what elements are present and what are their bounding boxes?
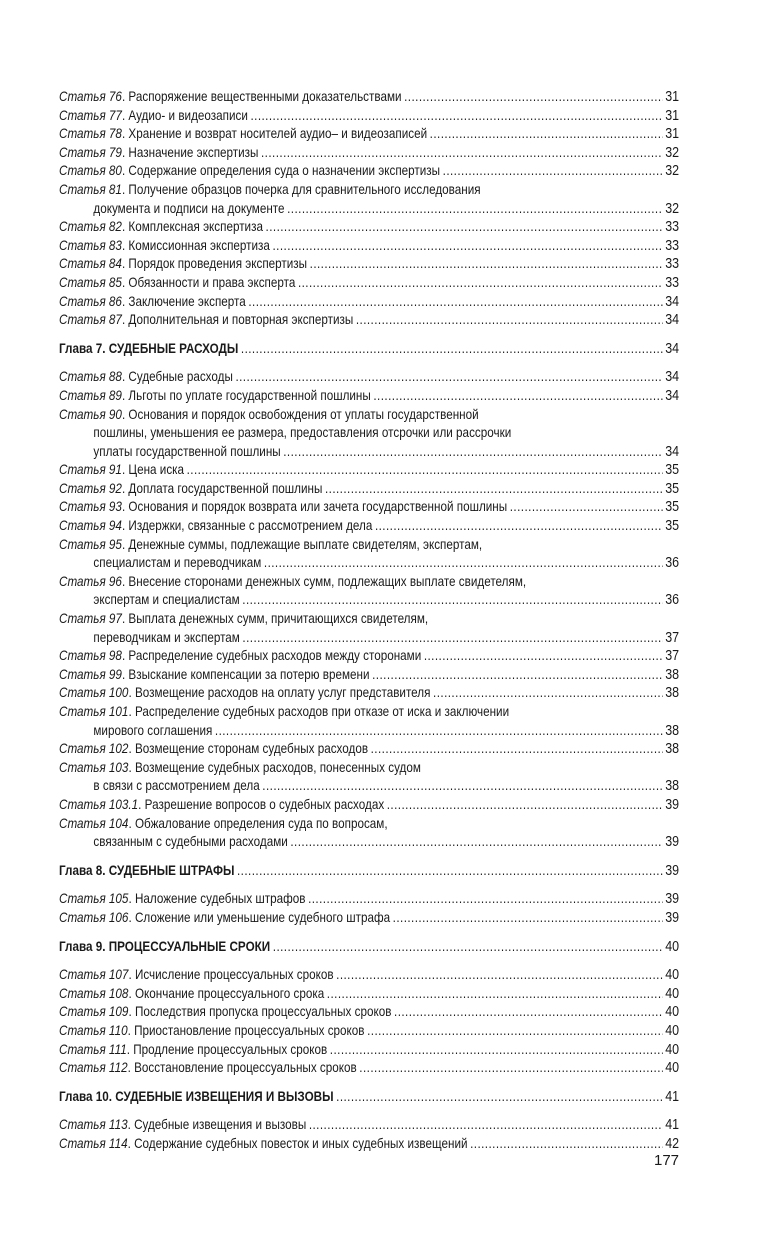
page-ref: 33	[665, 237, 680, 254]
article-label: Статья 109	[59, 1004, 129, 1020]
entry-text: Статья 98. Распределение судебных расходов между сторонами	[59, 648, 422, 664]
toc-entry-line	[59, 274, 679, 293]
page-ref: 35	[665, 499, 680, 516]
toc-entry-line	[59, 125, 679, 144]
toc-entry[interactable]	[59, 536, 679, 573]
table-of-contents	[59, 88, 679, 1153]
entry-text: Статья 83. Комиссионная экспертиза	[59, 237, 270, 253]
toc-entry-line	[59, 443, 679, 462]
dot-leader	[470, 1135, 663, 1154]
entry-first-line: Статья 95. Денежные суммы, подлежащие выплате свидетелям, экспертам,	[59, 536, 483, 552]
article-label: Статья 81	[59, 181, 122, 197]
dot-leader	[393, 909, 663, 928]
entry-text: мирового соглашения	[93, 722, 213, 738]
dot-leader	[237, 862, 663, 881]
article-label: Статья 82	[59, 219, 122, 235]
toc-entry-line	[59, 255, 679, 274]
chapter-spacer	[59, 928, 679, 938]
article-label: Статья 89	[59, 387, 122, 403]
toc-entry-line	[59, 909, 679, 928]
entry-text: Статья 76. Распоряжение вещественными доказательствами	[59, 89, 402, 104]
toc-entry-line	[59, 554, 679, 573]
dot-leader	[359, 1059, 662, 1078]
toc-entry-line	[59, 88, 679, 107]
toc-entry[interactable]	[59, 88, 679, 107]
page-ref: 33	[665, 219, 680, 236]
page-ref: 36	[665, 592, 680, 609]
toc-entry[interactable]	[59, 573, 679, 610]
entry-text: Статья 113. Судебные извещения и вызовы	[59, 1117, 307, 1133]
page-ref: 36	[665, 555, 680, 572]
entry-text	[59, 340, 238, 359]
entry-text: Статья 77. Аудио- и видеозаписи	[59, 107, 248, 123]
toc-entry-line	[59, 311, 679, 330]
entry-text: Статья 88. Судебные расходы	[59, 369, 233, 385]
toc-entry-line	[59, 162, 679, 181]
entry-first-line: Статья 96. Внесение сторонами денежных сумм, подлежащих выплате свидетелям,	[59, 573, 527, 589]
page-ref: 35	[665, 480, 680, 497]
toc-entry[interactable]	[59, 293, 679, 312]
article-label: Статья 106	[59, 909, 129, 925]
page-ref: 34	[665, 369, 680, 386]
toc-entry-line	[59, 666, 679, 685]
entry-text: в связи с рассмотрением дела	[93, 778, 260, 794]
dot-leader	[308, 890, 663, 909]
entry-text: Статья 110. Приостановление процессуальных сроков	[59, 1022, 365, 1038]
article-label: Статья 84	[59, 256, 122, 272]
entry-continuation: пошлины, уменьшения ее размера, предоставления отсрочки или рассрочки	[93, 425, 512, 441]
page-ref: 34	[665, 387, 680, 404]
page-ref: 42	[665, 1135, 680, 1152]
toc-entry[interactable]	[59, 666, 679, 685]
entry-text: Статья 82. Комплексная экспертиза	[59, 219, 263, 235]
toc-entry-line	[59, 368, 679, 387]
toc-entry[interactable]	[59, 107, 679, 126]
toc-entry[interactable]	[59, 1116, 679, 1135]
toc-entry-line	[59, 890, 679, 909]
dot-leader	[327, 985, 663, 1004]
entry-first-line: Статья 101. Распределение судебных расходов при отказе от иска и заключении	[59, 704, 510, 719]
toc-entry[interactable]	[59, 237, 679, 256]
page-ref: 40	[665, 967, 680, 984]
toc-entry-line	[59, 777, 679, 796]
page-ref: 37	[665, 648, 680, 665]
article-label: Статья 77	[59, 107, 122, 123]
entry-first-line: Статья 104. Обжалование определения суда по вопросам,	[59, 815, 388, 831]
toc-entry-line	[59, 1135, 679, 1154]
toc-entry[interactable]	[59, 759, 679, 796]
toc-entry-line	[59, 862, 679, 881]
page-ref: 39	[665, 862, 680, 879]
entry-text: Статья 86. Заключение эксперта	[59, 293, 246, 309]
chapter-spacer	[59, 852, 679, 862]
page-ref: 40	[665, 1004, 680, 1021]
entry-text: Статья 100. Возмещение расходов на оплату услуг представителя	[59, 685, 431, 701]
toc-entry[interactable]	[59, 684, 679, 703]
dot-leader	[373, 387, 662, 406]
dot-leader	[262, 777, 662, 796]
article-label: Статья 94	[59, 518, 122, 534]
dot-leader	[310, 255, 663, 274]
entry-text: Статья 93. Основания и порядок возврата или зачета государственной пошлины	[59, 499, 508, 515]
dot-leader	[264, 554, 663, 573]
chapter-spacer	[59, 358, 679, 368]
toc-entry[interactable]	[59, 1135, 679, 1154]
article-label: Статья 88	[59, 369, 122, 385]
toc-entry-line	[59, 1059, 679, 1078]
entry-text: Статья 85. Обязанности и права эксперта	[59, 274, 296, 290]
article-label: Статья 101	[59, 704, 129, 719]
toc-entry-line	[59, 833, 679, 852]
page-ref: 31	[665, 89, 680, 105]
dot-leader	[387, 796, 663, 815]
entry-text: Статья 108. Окончание процессуального срока	[59, 985, 325, 1001]
entry-text: Статья 80. Содержание определения суда о назначении экспертизы	[59, 163, 441, 179]
toc-entry-line	[59, 218, 679, 237]
page-ref: 35	[665, 518, 680, 535]
entry-first-line: Статья 81. Получение образцов почерка для сравнительного исследования	[59, 181, 481, 197]
toc-entry[interactable]	[59, 162, 679, 181]
entry-text: Статья 91. Цена иска	[59, 462, 185, 478]
toc-entry[interactable]	[59, 368, 679, 387]
page-ref: 39	[665, 909, 680, 926]
article-label: Статья 95	[59, 536, 122, 552]
toc-entry-line	[59, 498, 679, 517]
toc-entry-line	[59, 107, 679, 126]
article-label: Статья 108	[59, 985, 129, 1001]
entry-text: документа и подписи на документе	[93, 200, 285, 216]
dot-leader	[375, 517, 663, 536]
chapter-heading[interactable]	[59, 1088, 679, 1107]
dot-leader	[287, 200, 663, 219]
toc-entry[interactable]	[59, 703, 679, 740]
toc-entry-line	[59, 340, 679, 359]
chapter-title: Глава 8. СУДЕБНЫЕ ШТРАФЫ	[59, 862, 235, 878]
toc-entry-line	[59, 144, 679, 163]
toc-entry-line	[59, 1088, 679, 1107]
dot-leader	[356, 311, 663, 330]
dot-leader	[372, 666, 663, 685]
page-ref: 32	[665, 163, 680, 180]
article-label: Статья 102	[59, 741, 129, 757]
page-ref: 37	[665, 629, 680, 646]
entry-text: Статья 92. Доплата государственной пошлины	[59, 480, 323, 496]
entry-text: Статья 102. Возмещение сторонам судебных расходов	[59, 741, 369, 757]
toc-entry[interactable]	[59, 740, 679, 759]
page-ref: 33	[665, 256, 680, 273]
chapter-title: Глава 7. СУДЕБНЫЕ РАСХОДЫ	[59, 340, 239, 356]
chapter-spacer	[59, 330, 679, 340]
toc-entry-line	[59, 480, 679, 499]
entry-text: экспертам и специалистам	[93, 592, 240, 608]
toc-entry-line	[59, 684, 679, 703]
entry-text: Статья 103.1. Разрешение вопросов о судебных расходах	[59, 796, 385, 812]
toc-entry[interactable]	[59, 610, 679, 647]
dot-leader	[394, 1003, 663, 1022]
page-ref: 32	[665, 200, 680, 217]
entry-text: Статья 111. Продление процессуальных сроков	[59, 1041, 328, 1057]
page-ref: 34	[665, 293, 680, 310]
article-label: Статья 91	[59, 462, 122, 478]
page-ref: 34	[665, 443, 680, 460]
dot-leader	[430, 125, 663, 144]
toc-entry[interactable]	[59, 498, 679, 517]
article-label: Статья 103	[59, 759, 129, 775]
toc-entry[interactable]	[59, 815, 679, 852]
toc-entry[interactable]	[59, 255, 679, 274]
entry-text: Статья 106. Сложение или уменьшение судебного штрафа	[59, 909, 391, 925]
page-ref: 39	[665, 796, 680, 813]
article-label: Статья 111	[59, 1041, 127, 1057]
dot-leader	[298, 274, 663, 293]
toc-entry[interactable]	[59, 517, 679, 536]
article-label: Статья 107	[59, 967, 129, 983]
entry-first-line: Статья 103. Возмещение судебных расходов, понесенных судом	[59, 759, 421, 775]
article-label: Статья 92	[59, 480, 122, 496]
article-label: Статья 105	[59, 891, 129, 907]
toc-entry-line	[59, 938, 679, 957]
article-label: Статья 97	[59, 611, 122, 627]
entry-first-line: Статья 90. Основания и порядок освобождения от уплаты государственной	[59, 406, 479, 422]
page-ref: 31	[665, 126, 680, 143]
article-label: Статья 98	[59, 648, 122, 664]
page-ref: 34	[665, 340, 680, 357]
toc-entry-line	[59, 387, 679, 406]
toc-entry[interactable]	[59, 461, 679, 480]
dot-leader	[261, 144, 663, 163]
dot-leader	[250, 107, 662, 126]
page-ref: 38	[665, 778, 680, 795]
article-label: Статья 110	[59, 1022, 128, 1038]
entry-text: связанным с судебными расходами	[93, 834, 288, 850]
toc-entry-line	[59, 591, 679, 610]
dot-leader	[273, 938, 663, 957]
dot-leader	[367, 1022, 663, 1041]
article-label: Статья 79	[59, 144, 122, 160]
article-label: Статья 99	[59, 666, 122, 682]
toc-entry-line	[59, 740, 679, 759]
article-label: Статья 114	[59, 1135, 128, 1151]
dot-leader	[187, 461, 663, 480]
toc-entry[interactable]	[59, 274, 679, 293]
toc-entry[interactable]	[59, 796, 679, 815]
toc-entry-line	[59, 1003, 679, 1022]
entry-text: Статья 79. Назначение экспертизы	[59, 144, 259, 160]
toc-entry[interactable]	[59, 125, 679, 144]
page-ref: 31	[665, 107, 680, 124]
chapter-title: Глава 10. СУДЕБНЫЕ ИЗВЕЩЕНИЯ И ВЫЗОВЫ	[59, 1088, 334, 1104]
page-number: 177	[654, 1152, 680, 1169]
toc-entry[interactable]	[59, 406, 679, 462]
dot-leader	[510, 498, 663, 517]
chapter-heading[interactable]	[59, 340, 679, 359]
article-label: Статья 90	[59, 406, 122, 422]
entry-text: Статья 114. Содержание судебных повесток и иных судебных извещений	[59, 1135, 468, 1151]
toc-entry[interactable]	[59, 909, 679, 928]
article-label: Статья 85	[59, 274, 122, 290]
toc-entry-line	[59, 966, 679, 985]
article-label: Статья 113	[59, 1117, 128, 1133]
toc-entry[interactable]	[59, 144, 679, 163]
dot-leader	[309, 1116, 663, 1135]
toc-entry-line	[59, 1116, 679, 1135]
page-ref: 38	[665, 741, 680, 758]
toc-entry[interactable]	[59, 890, 679, 909]
article-label: Статья 112	[59, 1060, 128, 1076]
article-label: Статья 93	[59, 499, 122, 515]
dot-leader	[443, 162, 663, 181]
toc-entry[interactable]	[59, 181, 679, 218]
toc-entry-line	[59, 796, 679, 815]
article-label: Статья 104	[59, 815, 129, 831]
dot-leader	[404, 88, 663, 107]
entry-text: Статья 99. Взыскание компенсации за потерю времени	[59, 666, 370, 682]
toc-entry[interactable]	[59, 387, 679, 406]
dot-leader	[371, 740, 663, 759]
entry-text: Статья 105. Наложение судебных штрафов	[59, 891, 306, 907]
entry-text: переводчикам и экспертам	[93, 629, 240, 645]
page-ref: 40	[665, 1060, 680, 1077]
toc-entry[interactable]	[59, 1041, 679, 1060]
entry-text	[59, 938, 270, 957]
dot-leader	[241, 340, 663, 359]
toc-entry-line	[59, 985, 679, 1004]
entry-text: специалистам и переводчикам	[93, 555, 262, 571]
article-label: Статья 86	[59, 293, 122, 309]
article-label: Статья 103.1	[59, 796, 139, 812]
dot-leader	[336, 966, 662, 985]
toc-entry[interactable]	[59, 1022, 679, 1041]
page-ref: 38	[665, 722, 680, 739]
dot-leader	[330, 1041, 663, 1060]
dot-leader	[336, 1088, 663, 1107]
entry-text: Статья 89. Льготы по уплате государственной пошлины	[59, 387, 371, 403]
page-ref: 38	[665, 666, 680, 683]
page-ref: 34	[665, 312, 680, 329]
article-label: Статья 83	[59, 237, 122, 253]
article-label: Статья 80	[59, 163, 122, 179]
entry-text	[59, 1088, 334, 1107]
dot-leader	[266, 218, 663, 237]
page-ref: 40	[665, 938, 680, 955]
entry-text: Статья 112. Восстановление процессуальных сроков	[59, 1060, 357, 1076]
page-ref: 40	[665, 1022, 680, 1039]
toc-entry[interactable]	[59, 1003, 679, 1022]
article-label: Статья 78	[59, 126, 122, 142]
entry-text: Статья 94. Издержки, связанные с рассмотрением дела	[59, 518, 373, 534]
dot-leader	[242, 591, 662, 610]
entry-text: Статья 109. Последствия пропуска процессуальных сроков	[59, 1004, 392, 1020]
dot-leader	[325, 480, 663, 499]
page-ref: 38	[665, 685, 680, 702]
dot-leader	[272, 237, 662, 256]
page-ref: 39	[665, 891, 680, 908]
toc-entry-line	[59, 647, 679, 666]
dot-leader	[215, 722, 663, 741]
page-ref: 40	[665, 985, 680, 1002]
article-label: Статья 96	[59, 573, 122, 589]
toc-entry-line	[59, 629, 679, 648]
chapter-spacer	[59, 880, 679, 890]
chapter-spacer	[59, 1106, 679, 1116]
dot-leader	[235, 368, 662, 387]
toc-entry[interactable]	[59, 1059, 679, 1078]
chapter-heading[interactable]	[59, 938, 679, 957]
chapter-spacer	[59, 1078, 679, 1088]
toc-entry[interactable]	[59, 647, 679, 666]
page-ref: 32	[665, 144, 680, 161]
page-ref: 33	[665, 274, 680, 291]
toc-entry-line	[59, 1022, 679, 1041]
toc-entry[interactable]	[59, 985, 679, 1004]
entry-text	[59, 862, 234, 881]
entry-text: Статья 78. Хранение и возврат носителей аудио– и видеозаписей	[59, 126, 428, 142]
article-label: Статья 76	[59, 89, 122, 104]
dot-leader	[433, 684, 663, 703]
article-label: Статья 87	[59, 312, 122, 328]
chapter-spacer	[59, 956, 679, 966]
toc-entry-line	[59, 293, 679, 312]
page-ref: 35	[665, 462, 680, 479]
dot-leader	[283, 443, 662, 462]
toc-entry-line	[59, 461, 679, 480]
entry-text: уплаты государственной пошлины	[93, 443, 281, 459]
entry-text: Статья 107. Исчисление процессуальных сроков	[59, 967, 334, 983]
toc-entry-line	[59, 200, 679, 219]
page-ref: 39	[665, 834, 680, 851]
toc-entry-line	[59, 237, 679, 256]
chapter-heading[interactable]	[59, 862, 679, 881]
dot-leader	[242, 629, 662, 648]
dot-leader	[248, 293, 662, 312]
dot-leader	[424, 647, 663, 666]
dot-leader	[290, 833, 662, 852]
toc-entry-line	[59, 517, 679, 536]
toc-entry[interactable]	[59, 218, 679, 237]
article-label: Статья 100	[59, 685, 129, 701]
page-ref: 41	[665, 1117, 680, 1134]
toc-entry[interactable]	[59, 966, 679, 985]
toc-entry[interactable]	[59, 480, 679, 499]
toc-entry[interactable]	[59, 311, 679, 330]
toc-entry-line	[59, 722, 679, 741]
entry-text: Статья 87. Дополнительная и повторная экспертизы	[59, 312, 354, 328]
toc-entry-line	[59, 1041, 679, 1060]
page-ref: 41	[665, 1088, 680, 1105]
entry-text: Статья 84. Порядок проведения экспертизы	[59, 256, 308, 272]
chapter-title: Глава 9. ПРОЦЕССУАЛЬНЫЕ СРОКИ	[59, 938, 271, 954]
page-ref: 40	[665, 1041, 680, 1058]
entry-first-line: Статья 97. Выплата денежных сумм, причитающихся свидетелям,	[59, 611, 429, 627]
